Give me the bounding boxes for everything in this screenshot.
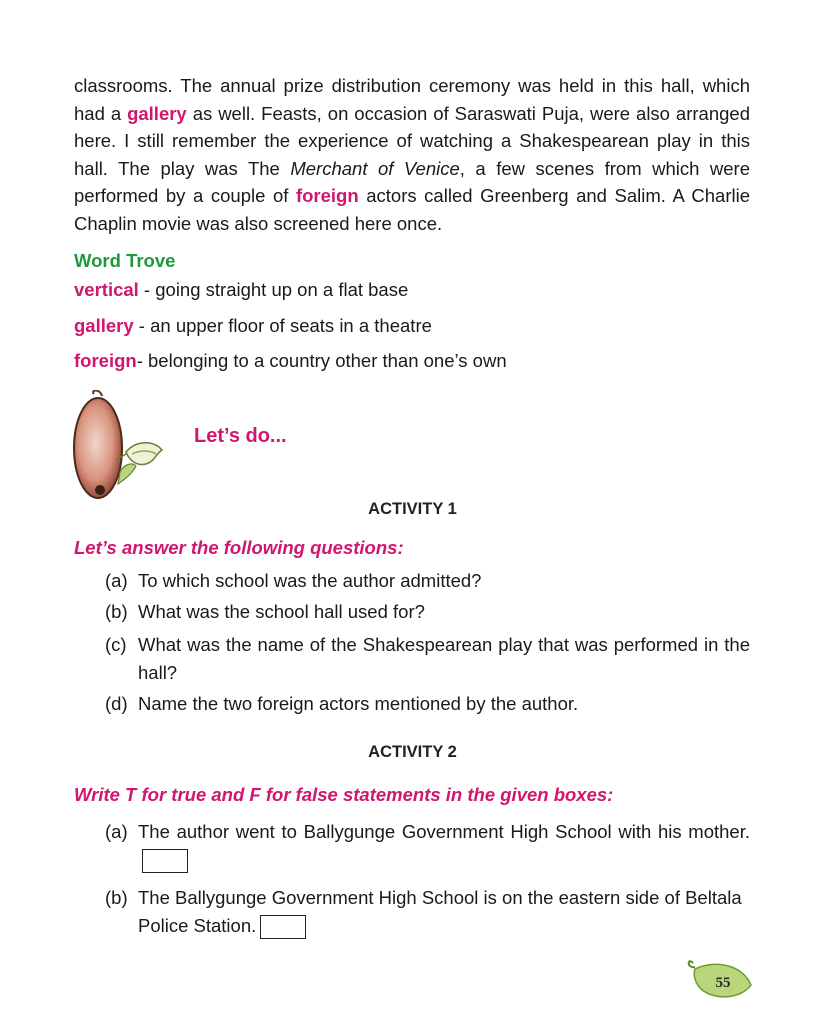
- statement-label: (b): [105, 887, 128, 908]
- activity-2-instruction: Write T for true and F for false statements in the given boxes:: [74, 784, 614, 805]
- question-text: What was the school hall used for?: [138, 601, 425, 622]
- statement-text: The Ballygunge Government High School is on the eastern side of Beltala Police Station.: [138, 887, 742, 936]
- intro-text: , a few scenes from which were performed by a couple of: [74, 157, 750, 206]
- highlight-word-gallery: gallery: [127, 102, 187, 124]
- word-trove-definition: - belonging to a country other than one’s own: [136, 350, 507, 371]
- word-trove-definition: - going straight up on a flat base: [138, 279, 409, 300]
- answer-box[interactable]: [142, 849, 188, 873]
- word-trove-item: [74, 279, 408, 301]
- intro-text: actors called Greenberg and Salim. A Charlie Chaplin movie was also screened here once.: [74, 185, 750, 234]
- activity-1-heading: ACTIVITY 1: [368, 500, 457, 518]
- statement-text: The author went to Ballygunge Government High School with his mother.: [138, 821, 750, 842]
- statement-body: [138, 818, 750, 874]
- page-number: 55: [715, 975, 731, 991]
- leaf-page-number: [685, 955, 755, 1005]
- seed-pod-illustration: [70, 390, 180, 505]
- activity-2-heading: ACTIVITY 2: [368, 743, 457, 761]
- word-trove-term: foreign: [74, 350, 137, 371]
- activity-1-instruction: Let’s answer the following questions:: [74, 537, 404, 558]
- statement-label: (a): [105, 821, 128, 842]
- intro-text: as well. Feasts, on occasion of Saraswati Puja, were also arranged here. I still remember the experience of watching a Shakespearean play in this hall. The play was The: [74, 102, 750, 179]
- intro-paragraph: [74, 72, 750, 237]
- statement-body: [138, 884, 750, 940]
- question-text: What was the name of the Shakespearean play that was performed in the hall?: [138, 634, 750, 683]
- question-label: (c): [105, 634, 127, 655]
- answer-box[interactable]: [260, 915, 306, 939]
- play-title: Merchant of Venice: [290, 157, 460, 179]
- question-d: [105, 690, 750, 718]
- leaf-stem-icon: [689, 961, 695, 967]
- word-trove-definition: - an upper floor of seats in a theatre: [133, 315, 432, 336]
- question-label: (a): [105, 570, 128, 591]
- question-label: (b): [105, 601, 128, 622]
- word-trove-title: Word Trove: [74, 250, 176, 271]
- statement-a: [105, 818, 750, 874]
- question-a: [105, 567, 750, 595]
- highlight-word-foreign: foreign: [295, 185, 359, 206]
- question-label: (d): [105, 693, 128, 714]
- question-b: [105, 598, 750, 626]
- question-text: To which school was the author admitted?: [138, 570, 482, 591]
- word-trove-item: [74, 315, 432, 337]
- word-trove-term: gallery: [74, 315, 134, 336]
- question-text: Name the two foreign actors mentioned by the author.: [138, 693, 579, 714]
- intro-text: classrooms. The annual prize distribution ceremony was held in this hall, which had a: [74, 75, 750, 124]
- question-c: [105, 631, 750, 687]
- statement-b: [105, 884, 750, 940]
- word-trove-term: vertical: [74, 279, 139, 300]
- lets-do-heading: Let’s do...: [194, 425, 287, 447]
- word-trove-item: [74, 350, 507, 372]
